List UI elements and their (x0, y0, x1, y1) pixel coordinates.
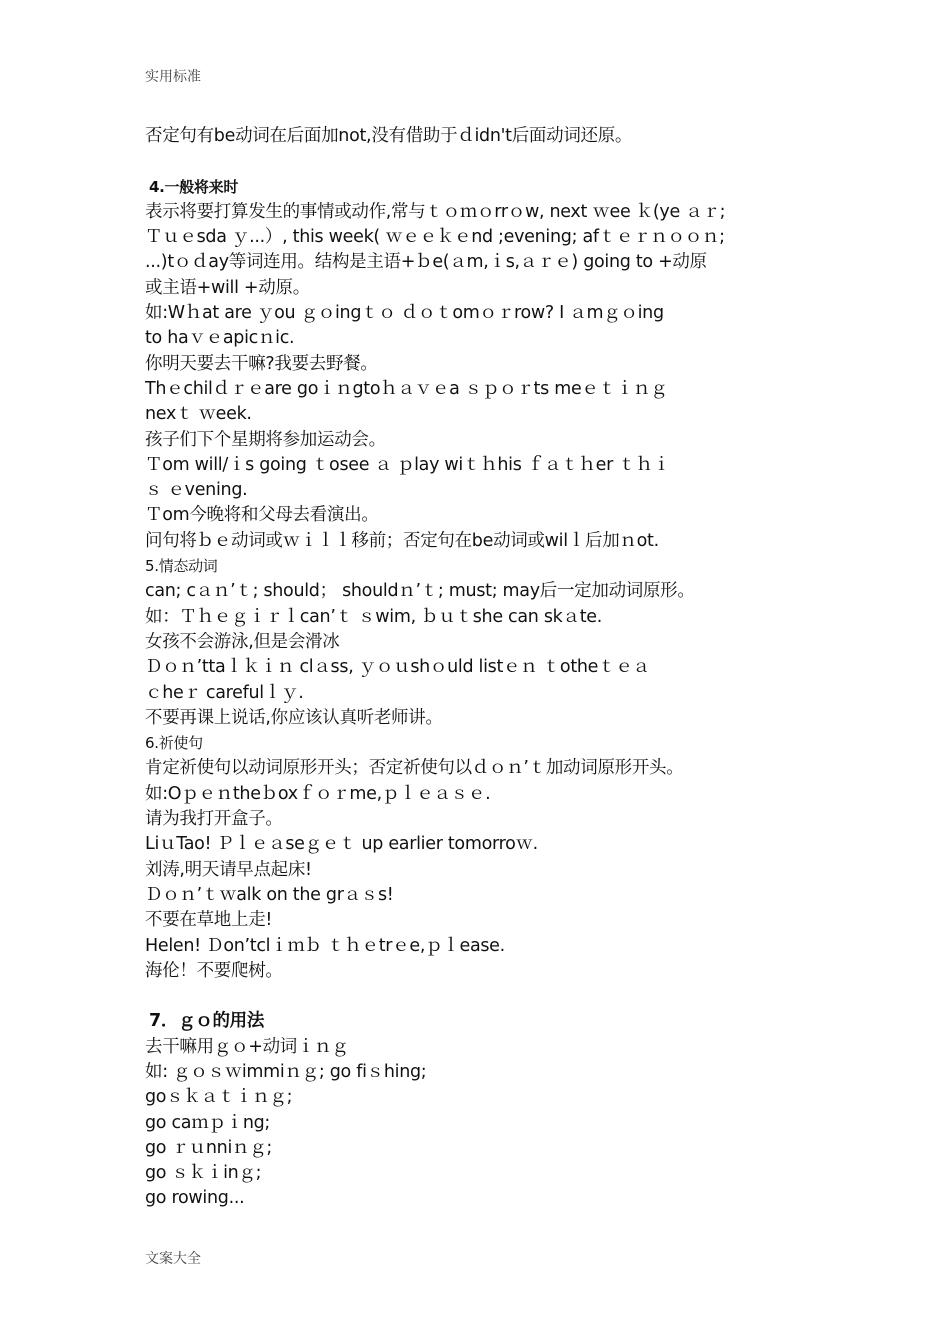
text-line: go caｍｐｉng; (145, 1112, 271, 1133)
text-line: 你明天要去干嘛?我要去野餐。 (145, 353, 378, 374)
text-line: 如：Ｔｈｅｇｉｒｌcan’ｔ ｓwim, ｂｕｔshe can skａte. (145, 606, 602, 627)
text-line: can; cａｎ’ｔ; should； shouldｎ’ｔ; must; may后一定加动词原形。 (145, 581, 695, 602)
section-heading-future-tense: 4.一般将来时 (149, 177, 239, 196)
text-line: 刘涛,明天请早点起床! (145, 859, 312, 880)
text-line: Helen! Ｄon’tclｉｍｂ ｔｈｅtrｅe,ｐｌease. (145, 935, 505, 956)
text-line: ｓ ｅvening. (145, 480, 248, 501)
text-line: 如: ｇｏｓｗimmiｎｇ; go fiｓhing; (145, 1061, 427, 1082)
text-line: Ｔｕｅsda ｙ...）, this week( ｗｅｅｋｅnd ;evening; afｔｅｒｎｏｏｎ; (145, 227, 725, 248)
text-line: Ｄｏｎ’ttaｌｋｉｎ clａss, ｙｏｕshｏuld listｅｎ ｔotheｔｅａ (145, 657, 650, 678)
page-footer: 文案大全 (145, 1251, 201, 1267)
text-line: 肯定祈使句以动词原形开头；否定祈使句以ｄｏｎ’ｔ加动词原形开头。 (145, 758, 684, 779)
section-heading-go-usage: 7．ｇｏ的用法 (149, 1011, 265, 1032)
text-line: 女孩不会游泳,但是会滑冰 (145, 631, 340, 652)
text-line: Ｄｏｎ’ｔｗalk on the grａｓs! (145, 884, 394, 905)
text-line: 不要再课上说话,你应该认真听老师讲。 (145, 707, 443, 728)
text-line: 孩子们下个星期将参加运动会。 (145, 429, 386, 450)
text-line: to haｖｅapicｎic. (145, 328, 295, 349)
text-line: LiｕTao! Ｐｌｅａseｇｅｔ up earlier tomorroｗ. (145, 834, 538, 855)
page-header: 实用标准 (145, 69, 201, 85)
text-line: go rowing... (145, 1188, 245, 1209)
text-line: go ｒｕnniｎｇ; (145, 1137, 273, 1158)
document-body (145, 124, 810, 1212)
text-line: 请为我打开盒子。 (145, 809, 283, 830)
text-line: 或主语+will +动原。 (145, 277, 310, 298)
text-line: 表示将要打算发生的事情或动作,常与ｔｏｍｏrrｏw, next ｗee ｋ(ye ａｒ; (145, 201, 726, 222)
section-heading-imperative: 6.祈使句 (145, 734, 203, 753)
text-line: goｓｋａｔｉｎｇ; (145, 1087, 293, 1108)
text-line: 海伦！不要爬树。 (145, 960, 283, 981)
text-line: ...)tｏｄay等词连用。结构是主语+ｂe(ａm,ｉs,ａｒｅ) going to +动原 (145, 252, 707, 273)
text-line: 如:Oｐｅｎtheｂoxｆｏｒme,ｐｌｅａｓｅ. (145, 783, 491, 804)
text-line: 不要在草地上走! (145, 910, 273, 931)
blank-line (145, 984, 810, 1009)
text-line: Ｔom will/ｉs going ｔosee ａ ｐlay wiｔｈhis ｆａｔｈer ｔｈｉ (145, 454, 670, 475)
text-line: 否定句有be动词在后面加not,没有借助于ｄidn't后面动词还原。 (145, 126, 633, 146)
text-line: nexｔ ｗeek. (145, 404, 252, 425)
text-line: 去干嘛用ｇｏ+动词ｉｎｇ (145, 1036, 349, 1057)
blank-line (145, 149, 810, 174)
text-line: Ｔom今晚将和父母去看演出。 (145, 505, 379, 526)
text-line: 如:Wｈat are ｙou ｇｏingｔｏ ｄｏｔomｏｒrow? I ａmｇｏing (145, 303, 664, 324)
text-line: ｃheｒ carefulｌｙ. (145, 682, 304, 703)
text-line: 问句将ｂｅ动词或ｗｉｌｌ移前；否定句在be动词或wilｌ后加ｎot. (145, 530, 659, 551)
section-heading-modal-verbs: 5.情态动词 (145, 557, 218, 576)
text-line: Thｅchilｄｒｅare goｉｎgtoｈａｖｅa ｓｐｏｒts meｅｔｉｎｇ (145, 378, 668, 399)
text-line: go ｓｋｉinｇ; (145, 1163, 262, 1184)
